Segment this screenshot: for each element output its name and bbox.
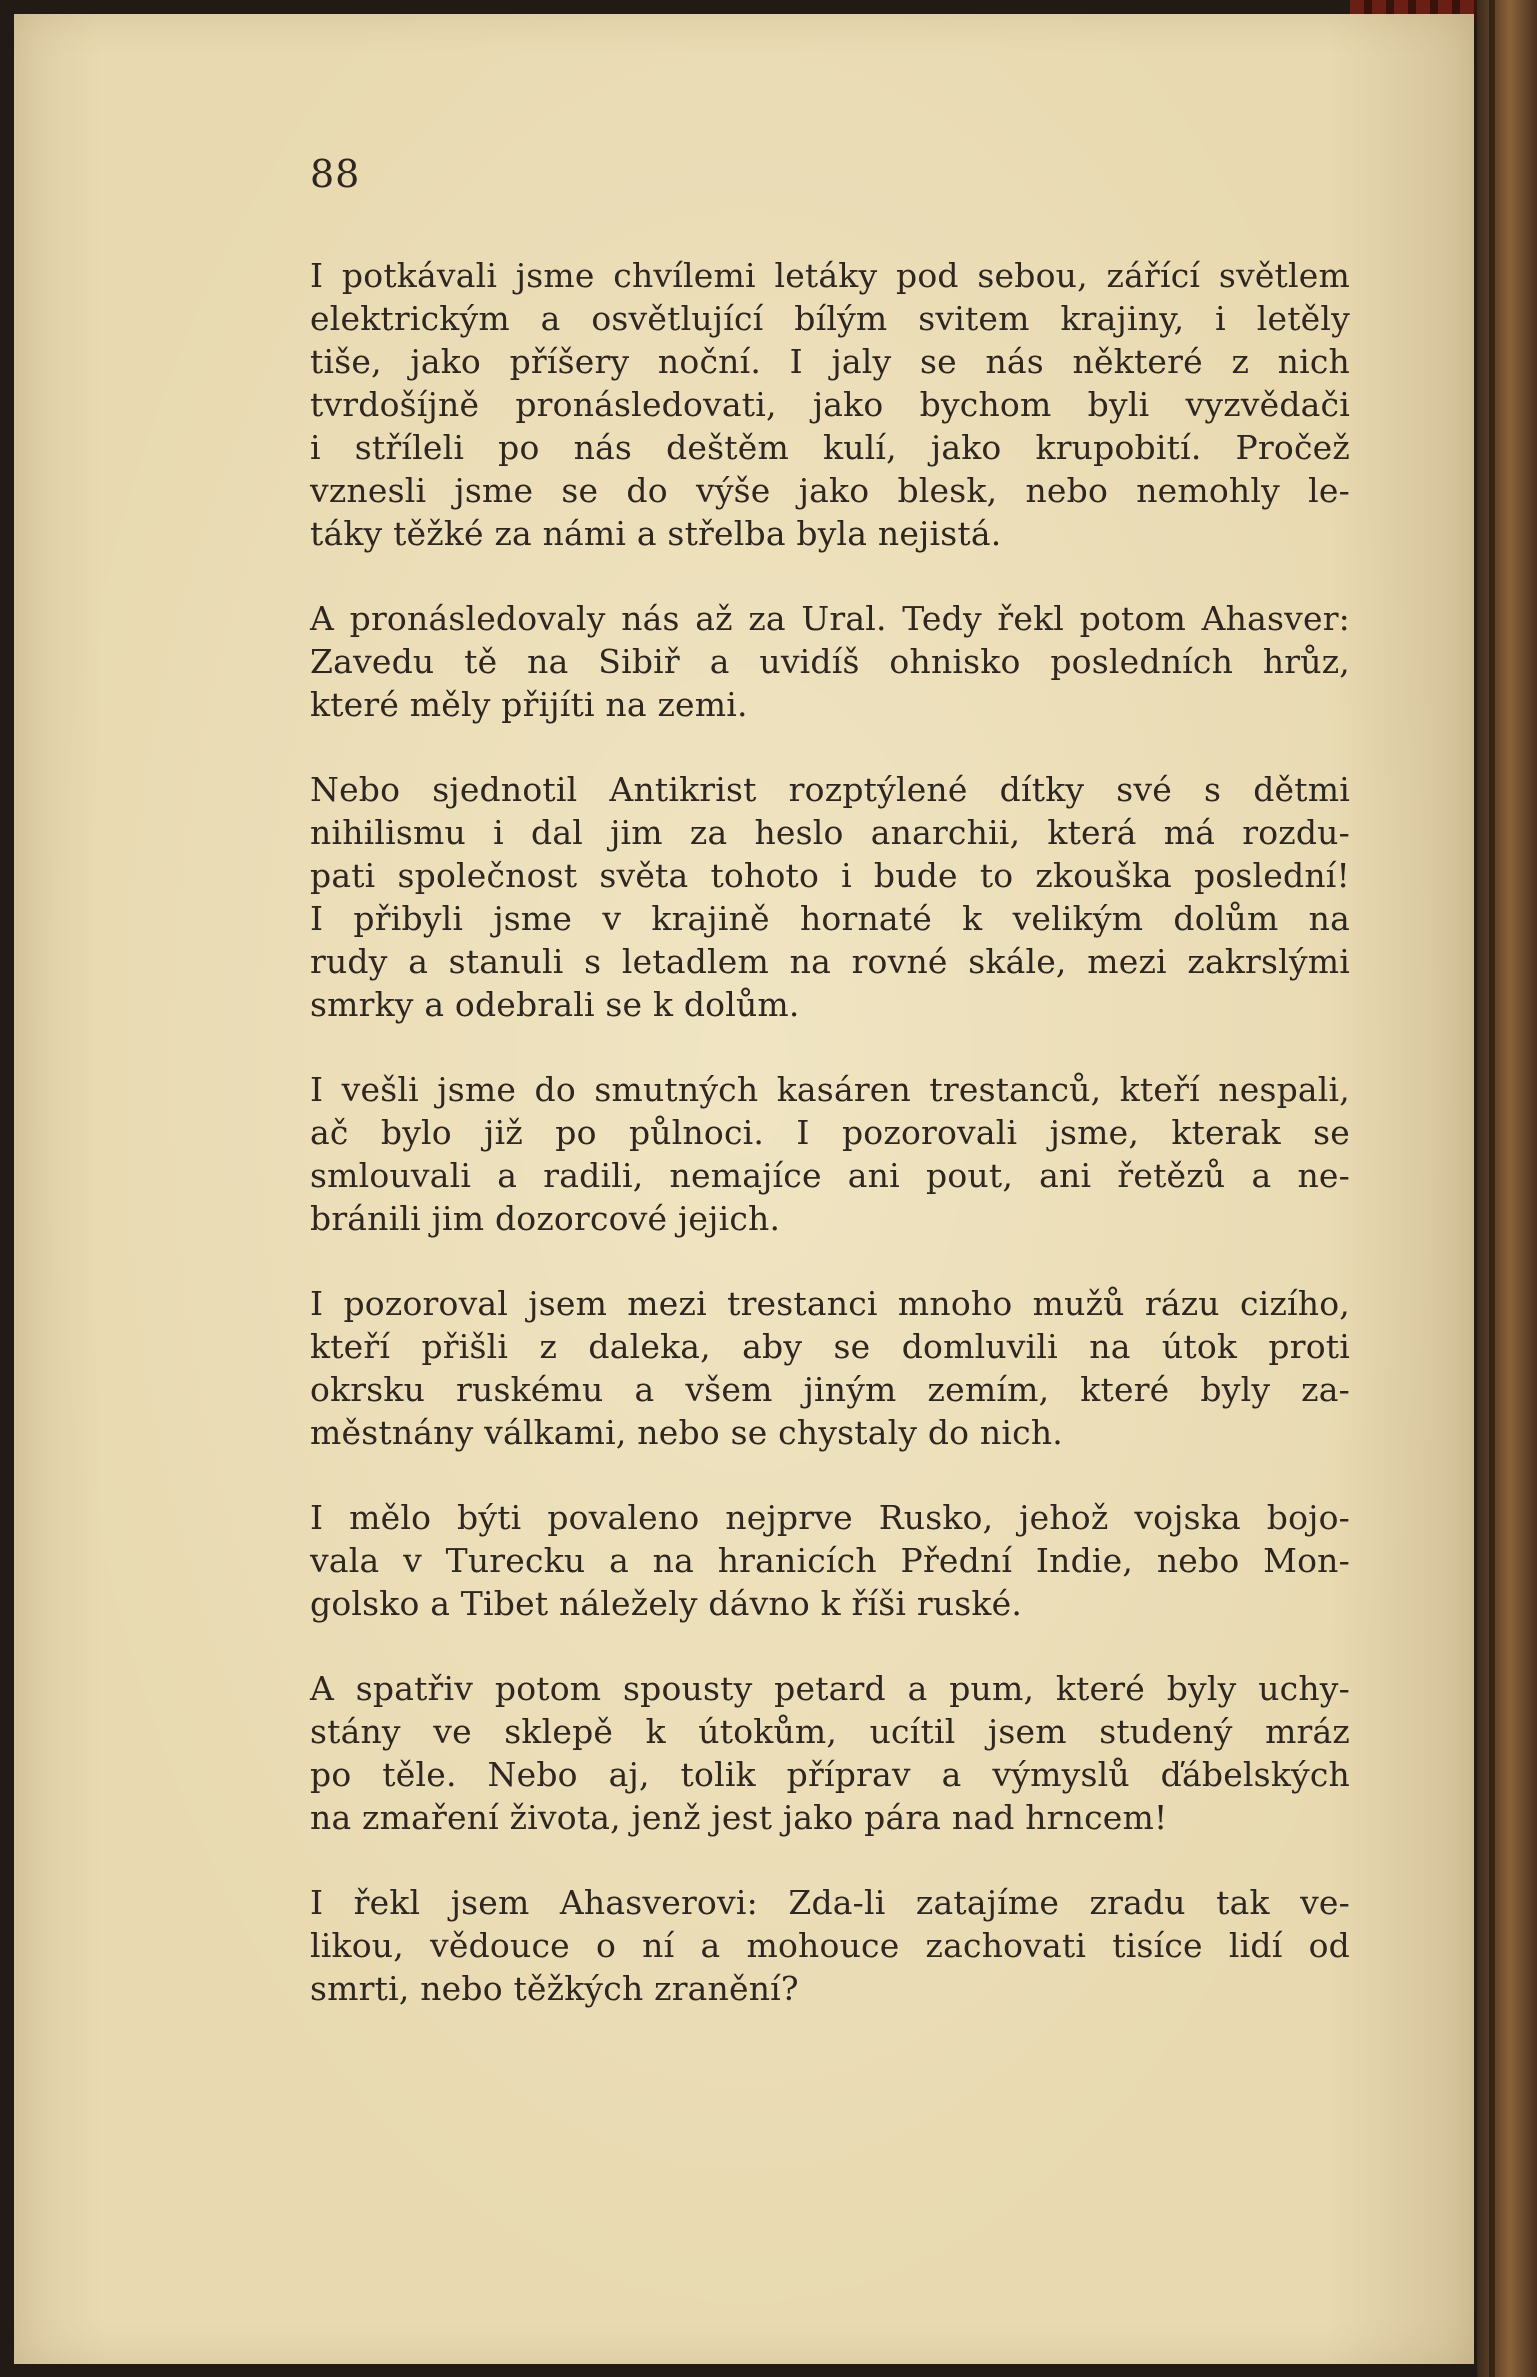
text-line: golsko a Tibet náležely dávno k říši ruské. bbox=[310, 1584, 1023, 1623]
text-line: I řekl jsem Ahasverovi: Zda-li zatajíme zradu tak ve- bbox=[310, 1883, 1350, 1922]
text-line: po těle. Nebo aj, tolik příprav a výmyslů ďábelských bbox=[310, 1755, 1350, 1794]
text-line: likou, vědouce o ní a mohouce zachovati tisíce lidí od bbox=[310, 1926, 1350, 1965]
text-line: rudy a stanuli s letadlem na rovné skále, mezi zakrslými bbox=[310, 942, 1350, 981]
paragraph-6 bbox=[310, 1496, 1350, 1625]
text-line: Nebo sjednotil Antikrist rozptýlené dítky své s dětmi bbox=[310, 770, 1350, 809]
paragraph-7 bbox=[310, 1667, 1350, 1839]
text-line: elektrickým a osvětlující bílým svitem krajiny, i letěly bbox=[310, 299, 1350, 338]
text-line: které měly přijíti na zemi. bbox=[310, 685, 748, 724]
text-line: tvrdošíjně pronásledovati, jako bychom byli vyzvědači bbox=[310, 385, 1350, 424]
text-line: městnány válkami, nebo se chystaly do nich. bbox=[310, 1413, 1063, 1452]
book-binding bbox=[1477, 0, 1537, 2377]
text-line: A spatřiv potom spousty petard a pum, které byly uchy- bbox=[310, 1669, 1350, 1708]
text-line: I vešli jsme do smutných kasáren trestanců, kteří nespali, bbox=[310, 1070, 1350, 1109]
paragraph-5 bbox=[310, 1282, 1350, 1454]
text-line: kteří přišli z daleka, aby se domluvili na útok proti bbox=[310, 1327, 1350, 1366]
text-line: stány ve sklepě k útokům, ucítil jsem studený mráz bbox=[310, 1712, 1350, 1751]
page-number: 88 bbox=[310, 152, 361, 196]
text-line: táky těžké za námi a střelba byla nejistá. bbox=[310, 514, 1002, 553]
text-line: na zmaření života, jenž jest jako pára nad hrncem! bbox=[310, 1798, 1168, 1837]
text-line: smrti, nebo těžkých zranění? bbox=[310, 1969, 799, 2008]
paragraph-1 bbox=[310, 254, 1350, 555]
text-line: ač bylo již po půlnoci. I pozorovali jsme, kterak se bbox=[310, 1113, 1350, 1152]
text-line: I pozoroval jsem mezi trestanci mnoho mužů rázu cizího, bbox=[310, 1284, 1350, 1323]
text-line: Zavedu tě na Sibiř a uvidíš ohnisko posledních hrůz, bbox=[310, 642, 1350, 681]
text-line: nihilismu i dal jim za heslo anarchii, která má rozdu- bbox=[310, 813, 1350, 852]
text-line: I přibyli jsme v krajině hornaté k velikým dolům na bbox=[310, 899, 1350, 938]
text-line: A pronásledovaly nás až za Ural. Tedy řekl potom Ahasver: bbox=[310, 599, 1350, 638]
paragraph-8 bbox=[310, 1881, 1350, 2010]
text-line: bránili jim dozorcové jejich. bbox=[310, 1199, 781, 1238]
paragraph-2 bbox=[310, 597, 1350, 726]
text-line: I mělo býti povaleno nejprve Rusko, jehož vojska bojo- bbox=[310, 1498, 1350, 1537]
text-line: vala v Turecku a na hranicích Přední Indie, nebo Mon- bbox=[310, 1541, 1350, 1580]
text-line: tiše, jako příšery noční. I jaly se nás některé z nich bbox=[310, 342, 1350, 381]
text-line: smrky a odebrali se k dolům. bbox=[310, 985, 800, 1024]
text-block bbox=[310, 150, 1350, 2052]
text-line: I potkávali jsme chvílemi letáky pod sebou, zářící světlem bbox=[310, 256, 1350, 295]
paragraph-4 bbox=[310, 1068, 1350, 1240]
text-line: pati společnost světa tohoto i bude to zkouška poslední! bbox=[310, 856, 1350, 895]
text-line: vznesli jsme se do výše jako blesk, nebo nemohly le- bbox=[310, 471, 1350, 510]
text-line: smlouvali a radili, nemajíce ani pout, ani řetězů a ne- bbox=[310, 1156, 1350, 1195]
paragraph-3 bbox=[310, 768, 1350, 1026]
text-line: i stříleli po nás deštěm kulí, jako krupobití. Pročež bbox=[310, 428, 1350, 467]
text-line: okrsku ruskému a všem jiným zemím, které byly za- bbox=[310, 1370, 1350, 1409]
